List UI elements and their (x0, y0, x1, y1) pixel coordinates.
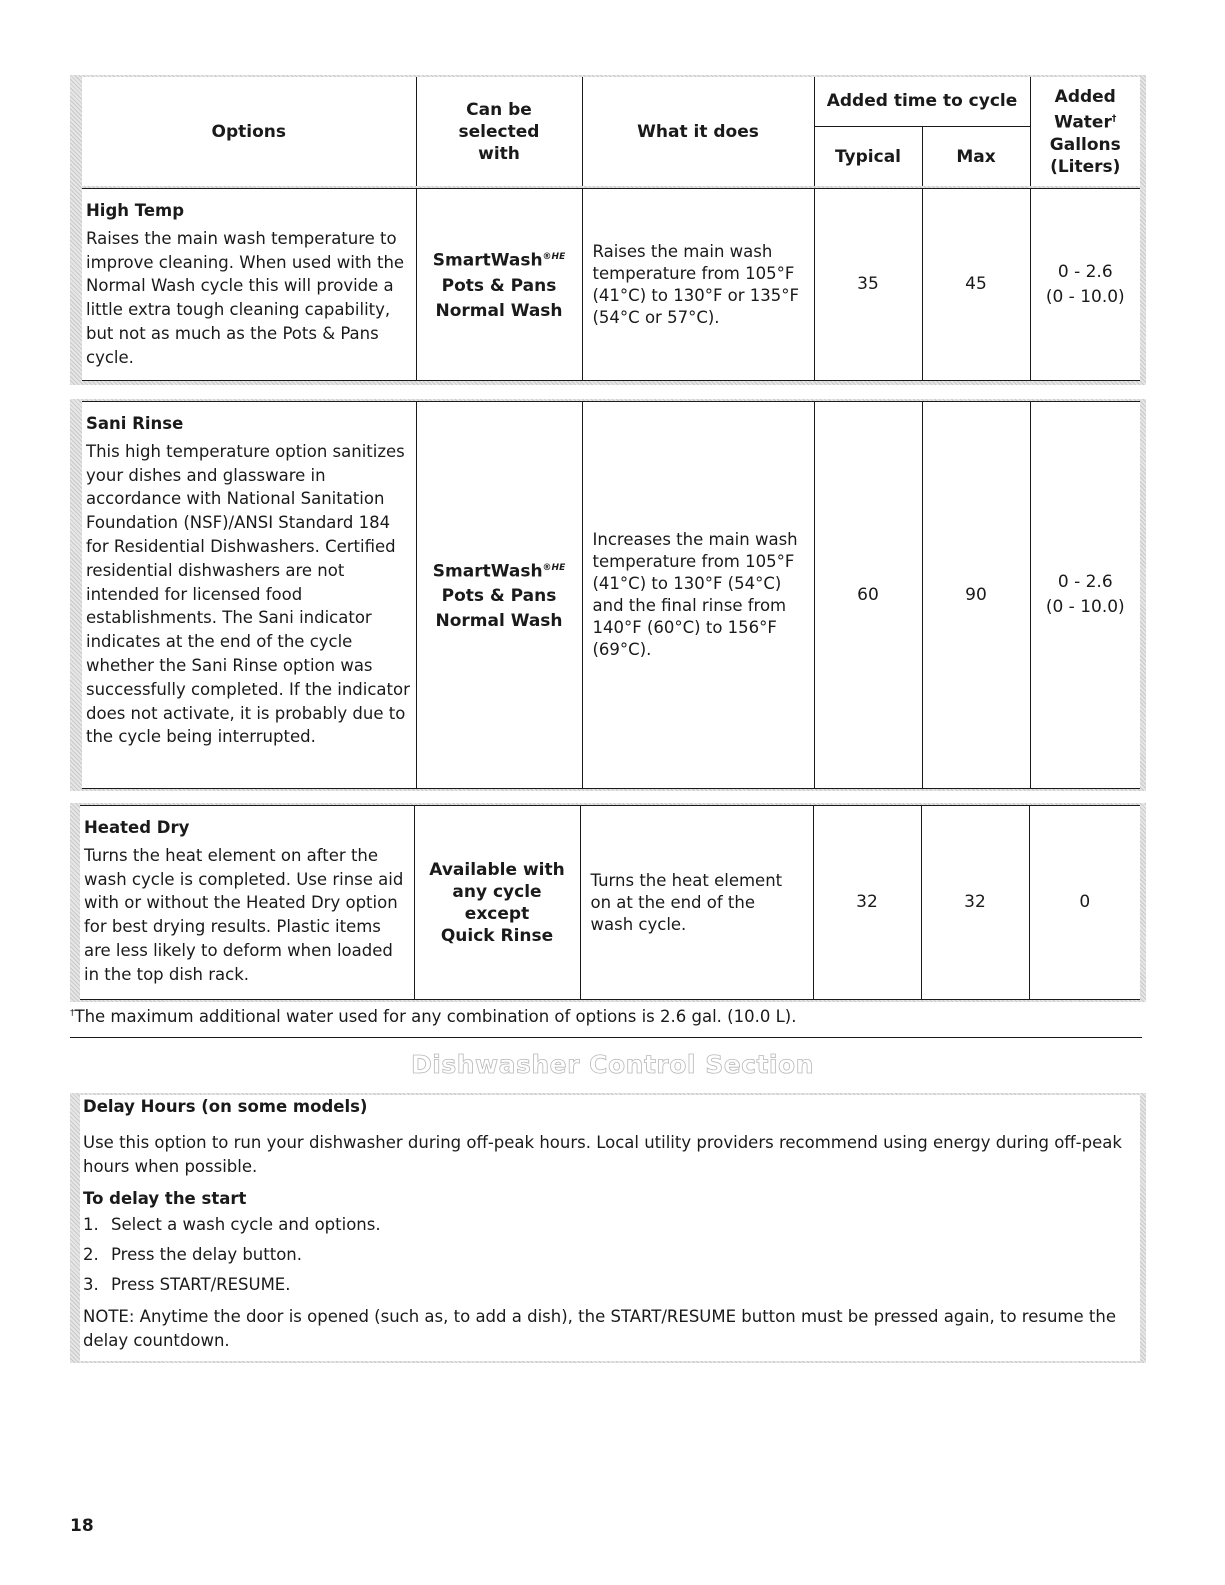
step-text: Press the delay button. (111, 1245, 302, 1264)
cycle-mark: ®HE (542, 562, 566, 573)
divider (70, 1037, 1142, 1038)
footnote-text: The maximum additional water used for any combination of options is 2.6 gal. (10.0 L). (74, 1007, 797, 1026)
typical-time: 32 (813, 806, 921, 1000)
cycle-name: SmartWash (432, 561, 543, 582)
header-added-water-mark: † (1111, 114, 1117, 125)
max-time: 32 (921, 806, 1029, 1000)
note-text: Anytime the door is opened (such as, to add a dish), the START/RESUME button must be pressed again, to resume the delay countdown. (83, 1307, 1116, 1350)
typical-time: 35 (814, 189, 922, 381)
step-text: Press START/RESUME. (111, 1275, 291, 1294)
step-number: 2. (83, 1245, 99, 1264)
table-row-sani-rinse (82, 401, 1140, 789)
header-added-time: Added time to cycle (814, 77, 1030, 126)
cycles-cell (414, 806, 580, 1000)
option-description: Turns the heat element on after the wash cycle is completed. Use rinse aid with or without the Heated Dry option for best drying results. Plastic items are less likely to deform when loaded in the top dish rack. (84, 845, 404, 984)
header-gallons-liters: Gallons (Liters) (1049, 135, 1121, 178)
cycle-name: SmartWash (432, 250, 543, 271)
header-added-water-label: Added Water (1054, 87, 1116, 134)
header-can-be-selected: Can be selected with (416, 77, 582, 188)
section-title: Dishwasher Control Section (411, 1050, 814, 1079)
cycle-mark: ®HE (542, 252, 566, 263)
water-gallons: 0 (1079, 892, 1091, 912)
cycle-name: Normal Wash (435, 300, 563, 321)
option-cell (82, 189, 416, 381)
delay-title: Delay Hours (on some models) (83, 1097, 368, 1116)
cycle-name: Normal Wash (435, 611, 563, 632)
options-table-header (82, 77, 1140, 189)
cycle-name: Available with (429, 859, 565, 880)
header-max: Max (922, 126, 1030, 188)
page-number: 18 (70, 1516, 94, 1536)
step-number: 3. (83, 1275, 99, 1294)
cycles-cell (416, 402, 582, 789)
header-options: Options (82, 77, 416, 188)
footnote (70, 1007, 796, 1026)
option-cell (80, 806, 414, 1000)
cycle-name: Quick Rinse (440, 925, 554, 946)
water-gallons: 0 - 2.6 (1057, 261, 1113, 282)
note-label: NOTE: (83, 1307, 135, 1326)
delay-hours-box (80, 1095, 1140, 1361)
header-added-water (1030, 77, 1140, 188)
step-item (83, 1213, 381, 1237)
added-water-cell (1029, 806, 1140, 1000)
max-time: 45 (922, 189, 1030, 381)
step-text: Select a wash cycle and options. (111, 1215, 381, 1234)
step-number: 1. (83, 1215, 99, 1234)
option-cell (82, 402, 416, 789)
option-title: Sani Rinse (86, 414, 184, 433)
what-it-does-cell: Turns the heat element on at the end of the wash cycle. (580, 806, 813, 1000)
option-description: This high temperature option sanitizes your dishes and glassware in accordance with National Sanitation Foundation (NSF)/ANSI Standard 184 for Residential Dishwashers. Certified residential dishwashers are not intended for licensed food establishments. The Sani indicator indicates at the end of the cycle whether the Sani Rinse option was successfully completed. If the indicator does not activate, it is probably due to the cycle being interrupted. (86, 441, 410, 747)
cycle-name: any cycle (452, 881, 542, 902)
option-title: Heated Dry (84, 818, 190, 837)
added-water-cell (1030, 402, 1140, 789)
cycle-name: except (464, 903, 530, 924)
water-liters: (0 - 10.0) (1045, 597, 1125, 617)
what-it-does-cell: Increases the main wash temperature from 105°F (41°C) to 130°F (54°C) and the final rinse from 140°F (60°C) to 156°F (69°C). (582, 402, 814, 789)
water-gallons: 0 - 2.6 (1057, 572, 1113, 592)
water-liters: (0 - 10.0) (1045, 286, 1125, 307)
delay-note (83, 1305, 1133, 1353)
cycles-cell (416, 189, 582, 381)
cycle-name: Pots & Pans (441, 275, 557, 296)
footnote-mark: † (70, 1008, 75, 1019)
header-typical: Typical (814, 126, 922, 188)
table-row-high-temp (82, 188, 1140, 381)
cycle-name: Pots & Pans (441, 586, 557, 607)
table-row-heated-dry (80, 805, 1140, 1000)
max-time: 90 (922, 402, 1030, 789)
delay-subtitle: To delay the start (83, 1189, 247, 1208)
delay-body: Use this option to run your dishwasher during off-peak hours. Local utility providers recommend using energy during off-peak hours when possible. (83, 1133, 1122, 1176)
header-what-it-does: What it does (582, 77, 814, 188)
option-description: Raises the main wash temperature to improve cleaning. When used with the Normal Wash cycle this will provide a little extra tough cleaning capability, but not as much as the Pots & Pans cycle. (86, 228, 405, 367)
typical-time: 60 (814, 402, 922, 789)
step-item (83, 1273, 290, 1297)
step-item (83, 1243, 302, 1267)
what-it-does-cell: Raises the main wash temperature from 105°F (41°C) to 130°F or 135°F (54°C or 57°C). (582, 189, 814, 381)
added-water-cell (1030, 189, 1140, 381)
option-title: High Temp (86, 201, 185, 220)
